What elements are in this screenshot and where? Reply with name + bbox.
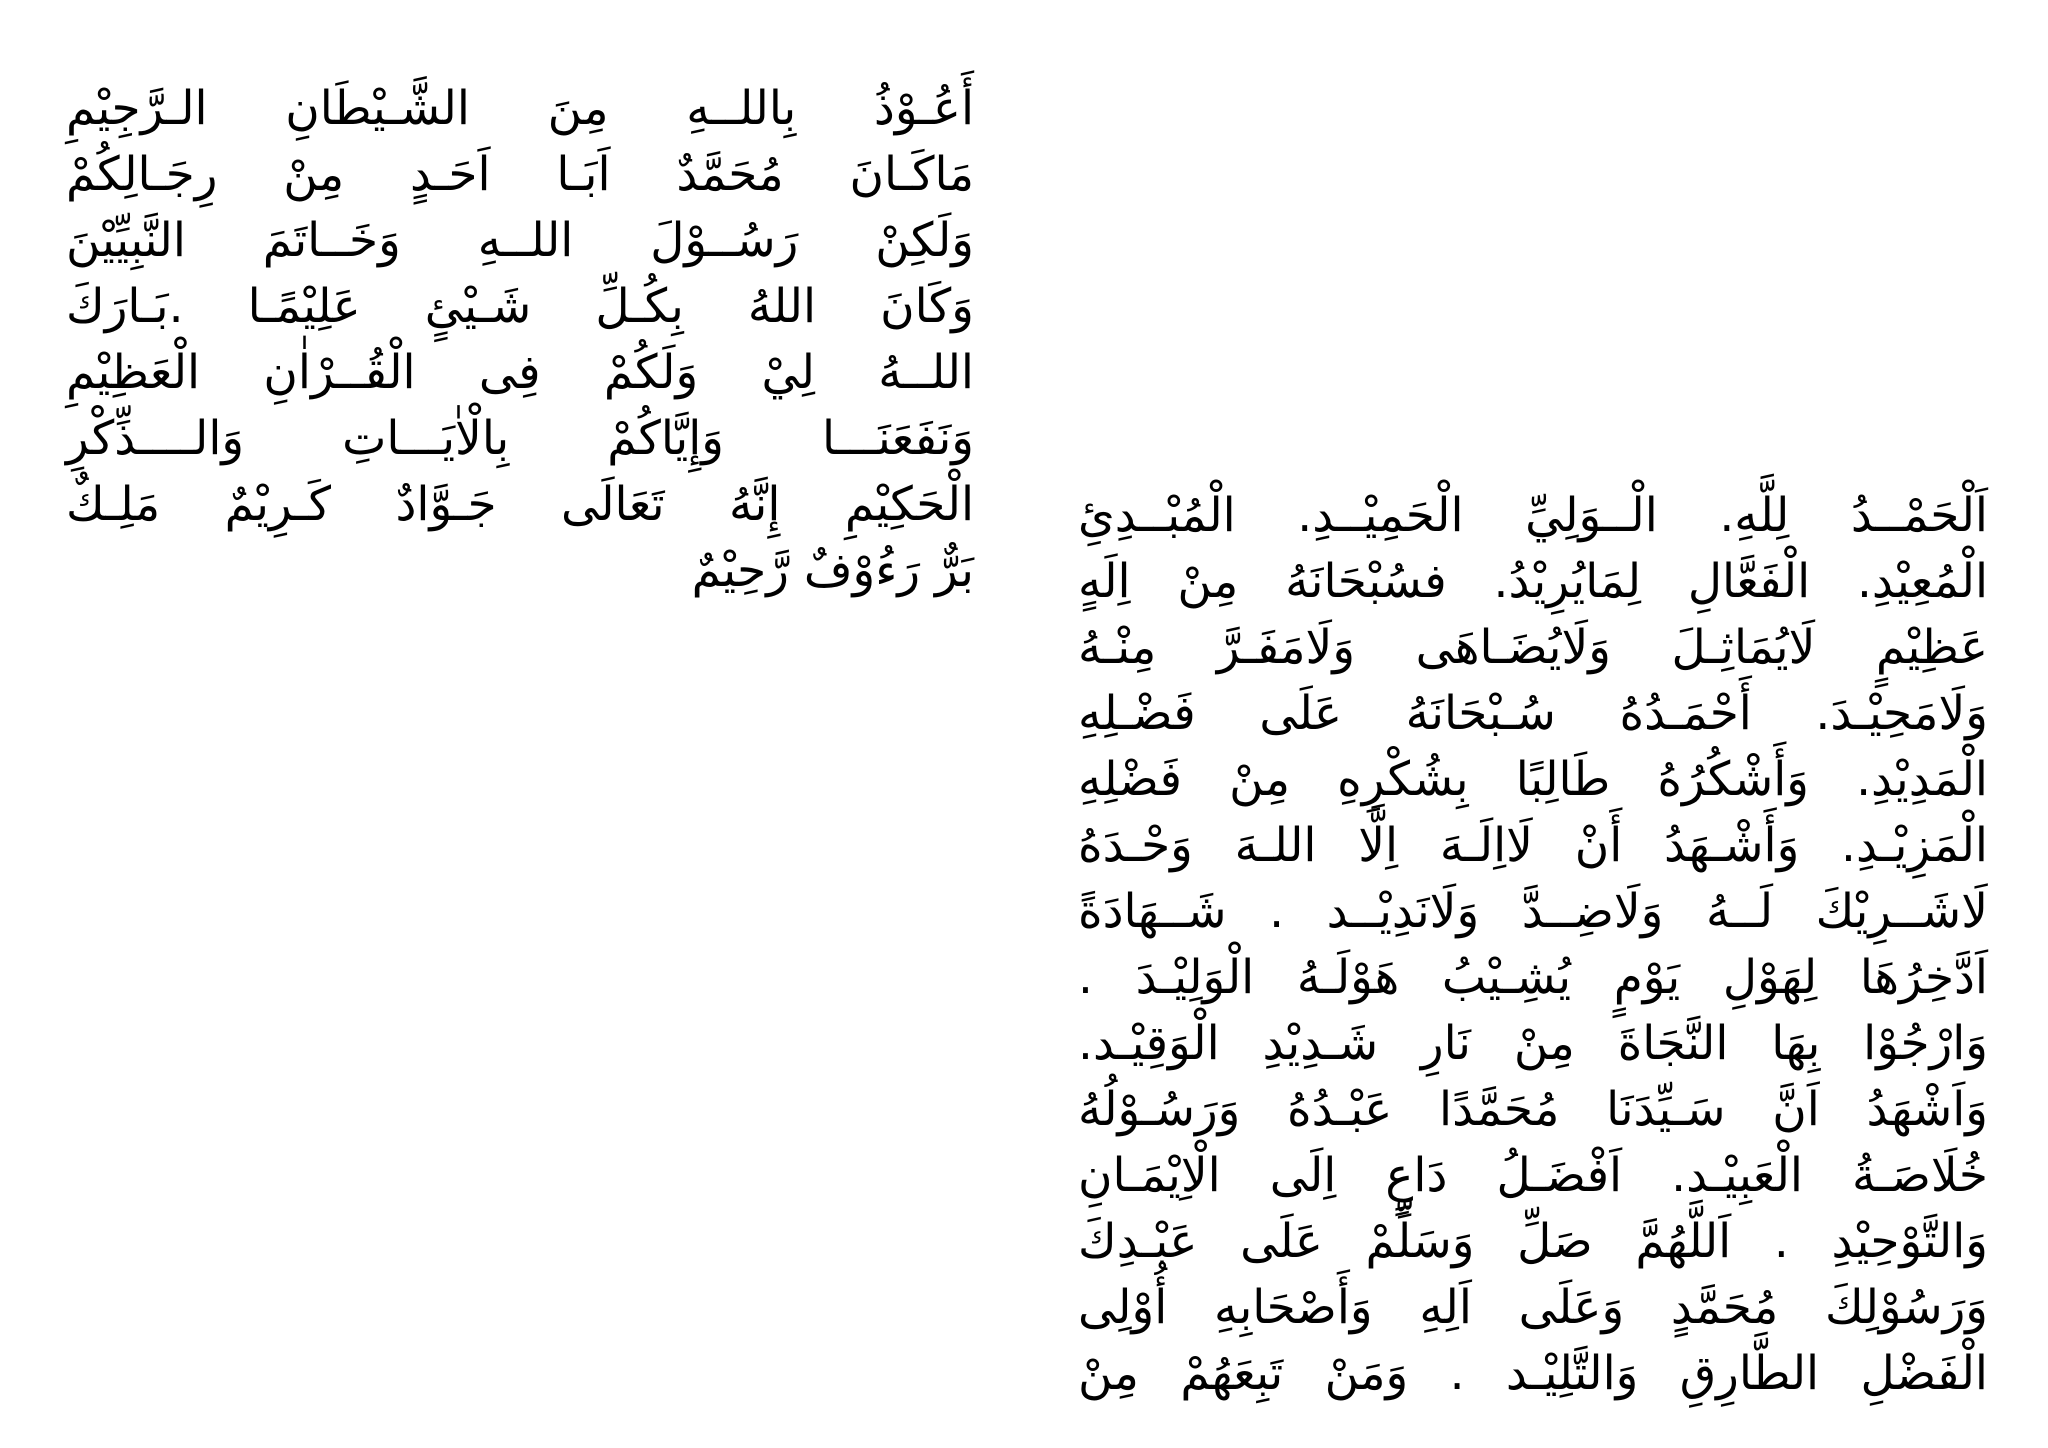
text-line: الْمَدِيْدِ. وَأَشْكُرُهُ طَالِبًا بِشُكْرِهِ مِنْ فَضْلِهِ	[1078, 752, 1988, 807]
text-line: اَلْحَمْــدُ لِلَّهِ. الْــوَلِيِّ الْحَمِيْــدِ. الْمُبْــدِئِ	[1078, 488, 1988, 543]
text-line: وَلَامَحِيْـدَ. أَحْمَـدُهُ سُـبْحَانَهُ عَلَى فَضْـلِهِ	[1078, 686, 1988, 741]
text-line: وَاَشْهَدُ اَنَّ سَـيِّدَنَا مُحَمَّدًا عَبْـدُهُ وَرَسُـوْلُهُ	[1078, 1082, 1988, 1137]
text-line: وَالتَّوْحِيْدِ . اَللَّهُمَّ صَلِّ وَسَلِّمْ عَلَى عَبْـدِكَ	[1078, 1214, 1988, 1269]
text-line: وَرَسُوْلِكَ مُحَمَّدٍ وَعَلَى اَلِهِ وَأَصْحَابِهِ أُوْلِى	[1078, 1280, 1988, 1335]
text-line: اَدَّخِرُهَا لِهَوْلِ يَوْمٍ يُشِـيْبُ هَوْلَـهُ الْوَلِيْـدَ .	[1078, 950, 1988, 1005]
text-line: أَعُـوْذُ بِاللــهِ مِنَ الشَّـيْطَانِ الـرَّجِيْمِ	[66, 81, 974, 136]
text-line: اللــهُ لِيْ وَلَكُمْ فِى الْقُــرْاٰنِ الْعَظِيْمِ	[66, 345, 974, 400]
opening-prayer-text	[66, 76, 974, 604]
text-line: بَرٌّ رَءُوْفٌ رَّحِيْمٌ	[691, 543, 974, 598]
text-line: وَكَانَ اللهُ بِكُـلِّ شَـيْئٍ عَلِيْمًـا .بَـارَكَ	[66, 279, 974, 334]
text-line: خُلَاصَـةُ الْعَبِيْـد. اَفْضَـلُ دَاعٍ اِلَى الْاِيْمَـانِ	[1078, 1148, 1988, 1203]
text-line: الْمَزِيْـدِ. وَأَشْـهَدُ أَنْ لَااِلَـهَ اِلَّا اللـهَ وَحْـدَهُ	[1078, 818, 1988, 873]
text-line: الْمُعِيْدِ. الْفَعَّالِ لِمَايُرِيْدُ. فسُبْحَانَهُ مِنْ اِلَهٍ	[1078, 554, 1988, 609]
text-line: مَاكَـانَ مُحَمَّدٌ اَبَـا اَحَـدٍ مِنْ رِجَـالِكُمْ	[66, 147, 974, 202]
text-line: الْفَضْلِ الطَّارِقِ وَالتَّلِيْـد . وَمَنْ تَبِعَهُمْ مِنْ	[1078, 1346, 1988, 1401]
text-line: عَظِيْمٍ لَايُمَاثِـلَ وَلَايُضَـاهَى وَلَامَفَـرَّ مِنْـهُ	[1078, 620, 1988, 675]
text-line: وَارْجُوْا بِهَا النَّجَاةَ مِنْ نَارِ شَـدِيْدِ الْوَقِيْـد.	[1078, 1016, 1988, 1071]
text-line: وَنَفَعَنَـــا وَإِيَّاكُمْ بِالْاٰيَـــاتِ وَالــــذِّكْرِ	[66, 411, 974, 466]
text-line: لَاشَــرِيْكَ لَــهُ وَلَاضِــدَّ وَلَانَدِيْــد . شَــهَادَةً	[1078, 884, 1988, 939]
text-line: الْحَكِيْمِ إِنَّهُ تَعَالَى جَـوَّادٌ كَـرِيْمٌ مَلِـكٌ	[66, 477, 974, 532]
sermon-text	[1078, 483, 1988, 1407]
text-line: وَلَكِنْ رَسُــوْلَ اللــهِ وَخَــاتَمَ النَّبِيِّيْنَ	[66, 213, 974, 268]
